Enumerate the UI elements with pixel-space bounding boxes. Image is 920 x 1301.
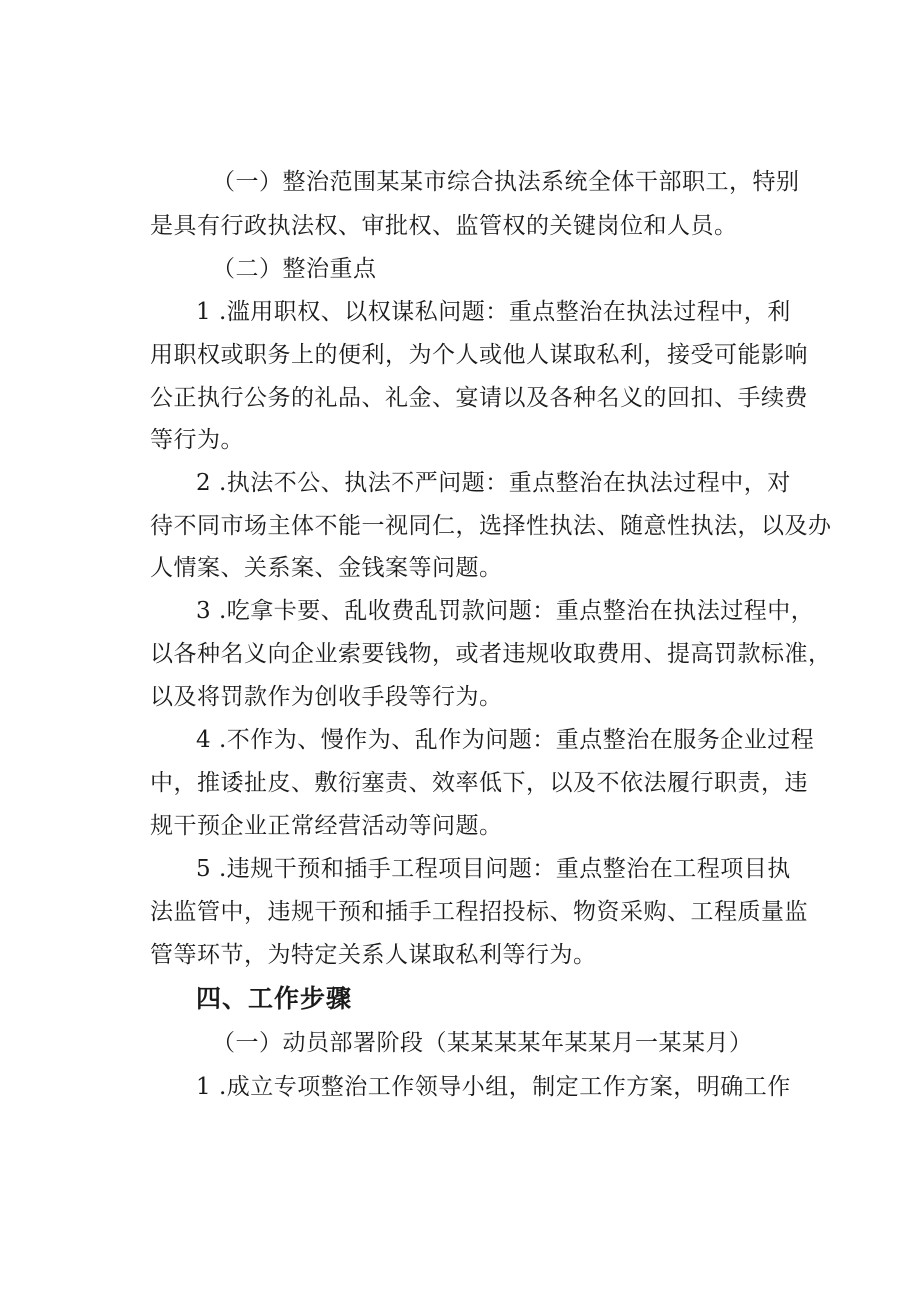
text-line: 以及将罚款作为创收手段等行为。 bbox=[150, 684, 503, 710]
text-line: 2 .执法不公、执法不严问题：重点整治在执法过程中，对 bbox=[196, 470, 791, 496]
text-line: 公正执行公务的礼品、礼金、宴请以及各种名义的回扣、手续费 bbox=[150, 385, 808, 411]
text-line: 规干预企业正常经营活动等问题。 bbox=[150, 813, 503, 839]
text-line: （一）整治范围某某市综合执法系统全体干部职工，特别 bbox=[212, 169, 800, 195]
text-line: 是具有行政执法权、审批权、监管权的关键岗位和人员。 bbox=[150, 213, 738, 239]
text-line: 以各种名义向企业索要钱物，或者违规收取费用、提高罚款标准， bbox=[150, 641, 832, 667]
text-line: 用职权或职务上的便利，为个人或他人谋取私利，接受可能影响 bbox=[150, 342, 808, 368]
text-line: 人情案、关系案、金钱案等问题。 bbox=[150, 555, 503, 581]
text-line: 中，推诿扯皮、敷衍塞责、效率低下，以及不依法履行职责，违 bbox=[150, 770, 808, 796]
text-line: 管等环节，为特定关系人谋取私利等行为。 bbox=[150, 942, 597, 968]
text-line: 待不同市场主体不能一视同仁，选择性执法、随意性执法，以及办 bbox=[150, 513, 832, 539]
text-line: 5 .违规干预和插手工程项目问题：重点整治在工程项目执 bbox=[196, 856, 791, 882]
text-line: 4 .不作为、慢作为、乱作为问题：重点整治在服务企业过程 bbox=[196, 727, 815, 753]
text-line: 1 .成立专项整治工作领导小组，制定工作方案，明确工作 bbox=[196, 1074, 791, 1100]
section-subtitle: （二）整治重点 bbox=[212, 256, 377, 282]
text-line: 法监管中，违规干预和插手工程招投标、物资采购、工程质量监 bbox=[150, 899, 808, 925]
text-line: 等行为。 bbox=[150, 427, 244, 453]
text-line: 1 .滥用职权、以权谋私问题：重点整治在执法过程中，利 bbox=[196, 299, 791, 325]
section-subtitle: （一）动员部署阶段（某某某某年某某月一某某月） bbox=[212, 1030, 753, 1056]
text-line: 3 .吃拿卡要、乱收费乱罚款问题：重点整治在执法过程中， bbox=[196, 598, 815, 624]
section-heading: 四、工作步骤 bbox=[196, 984, 353, 1013]
